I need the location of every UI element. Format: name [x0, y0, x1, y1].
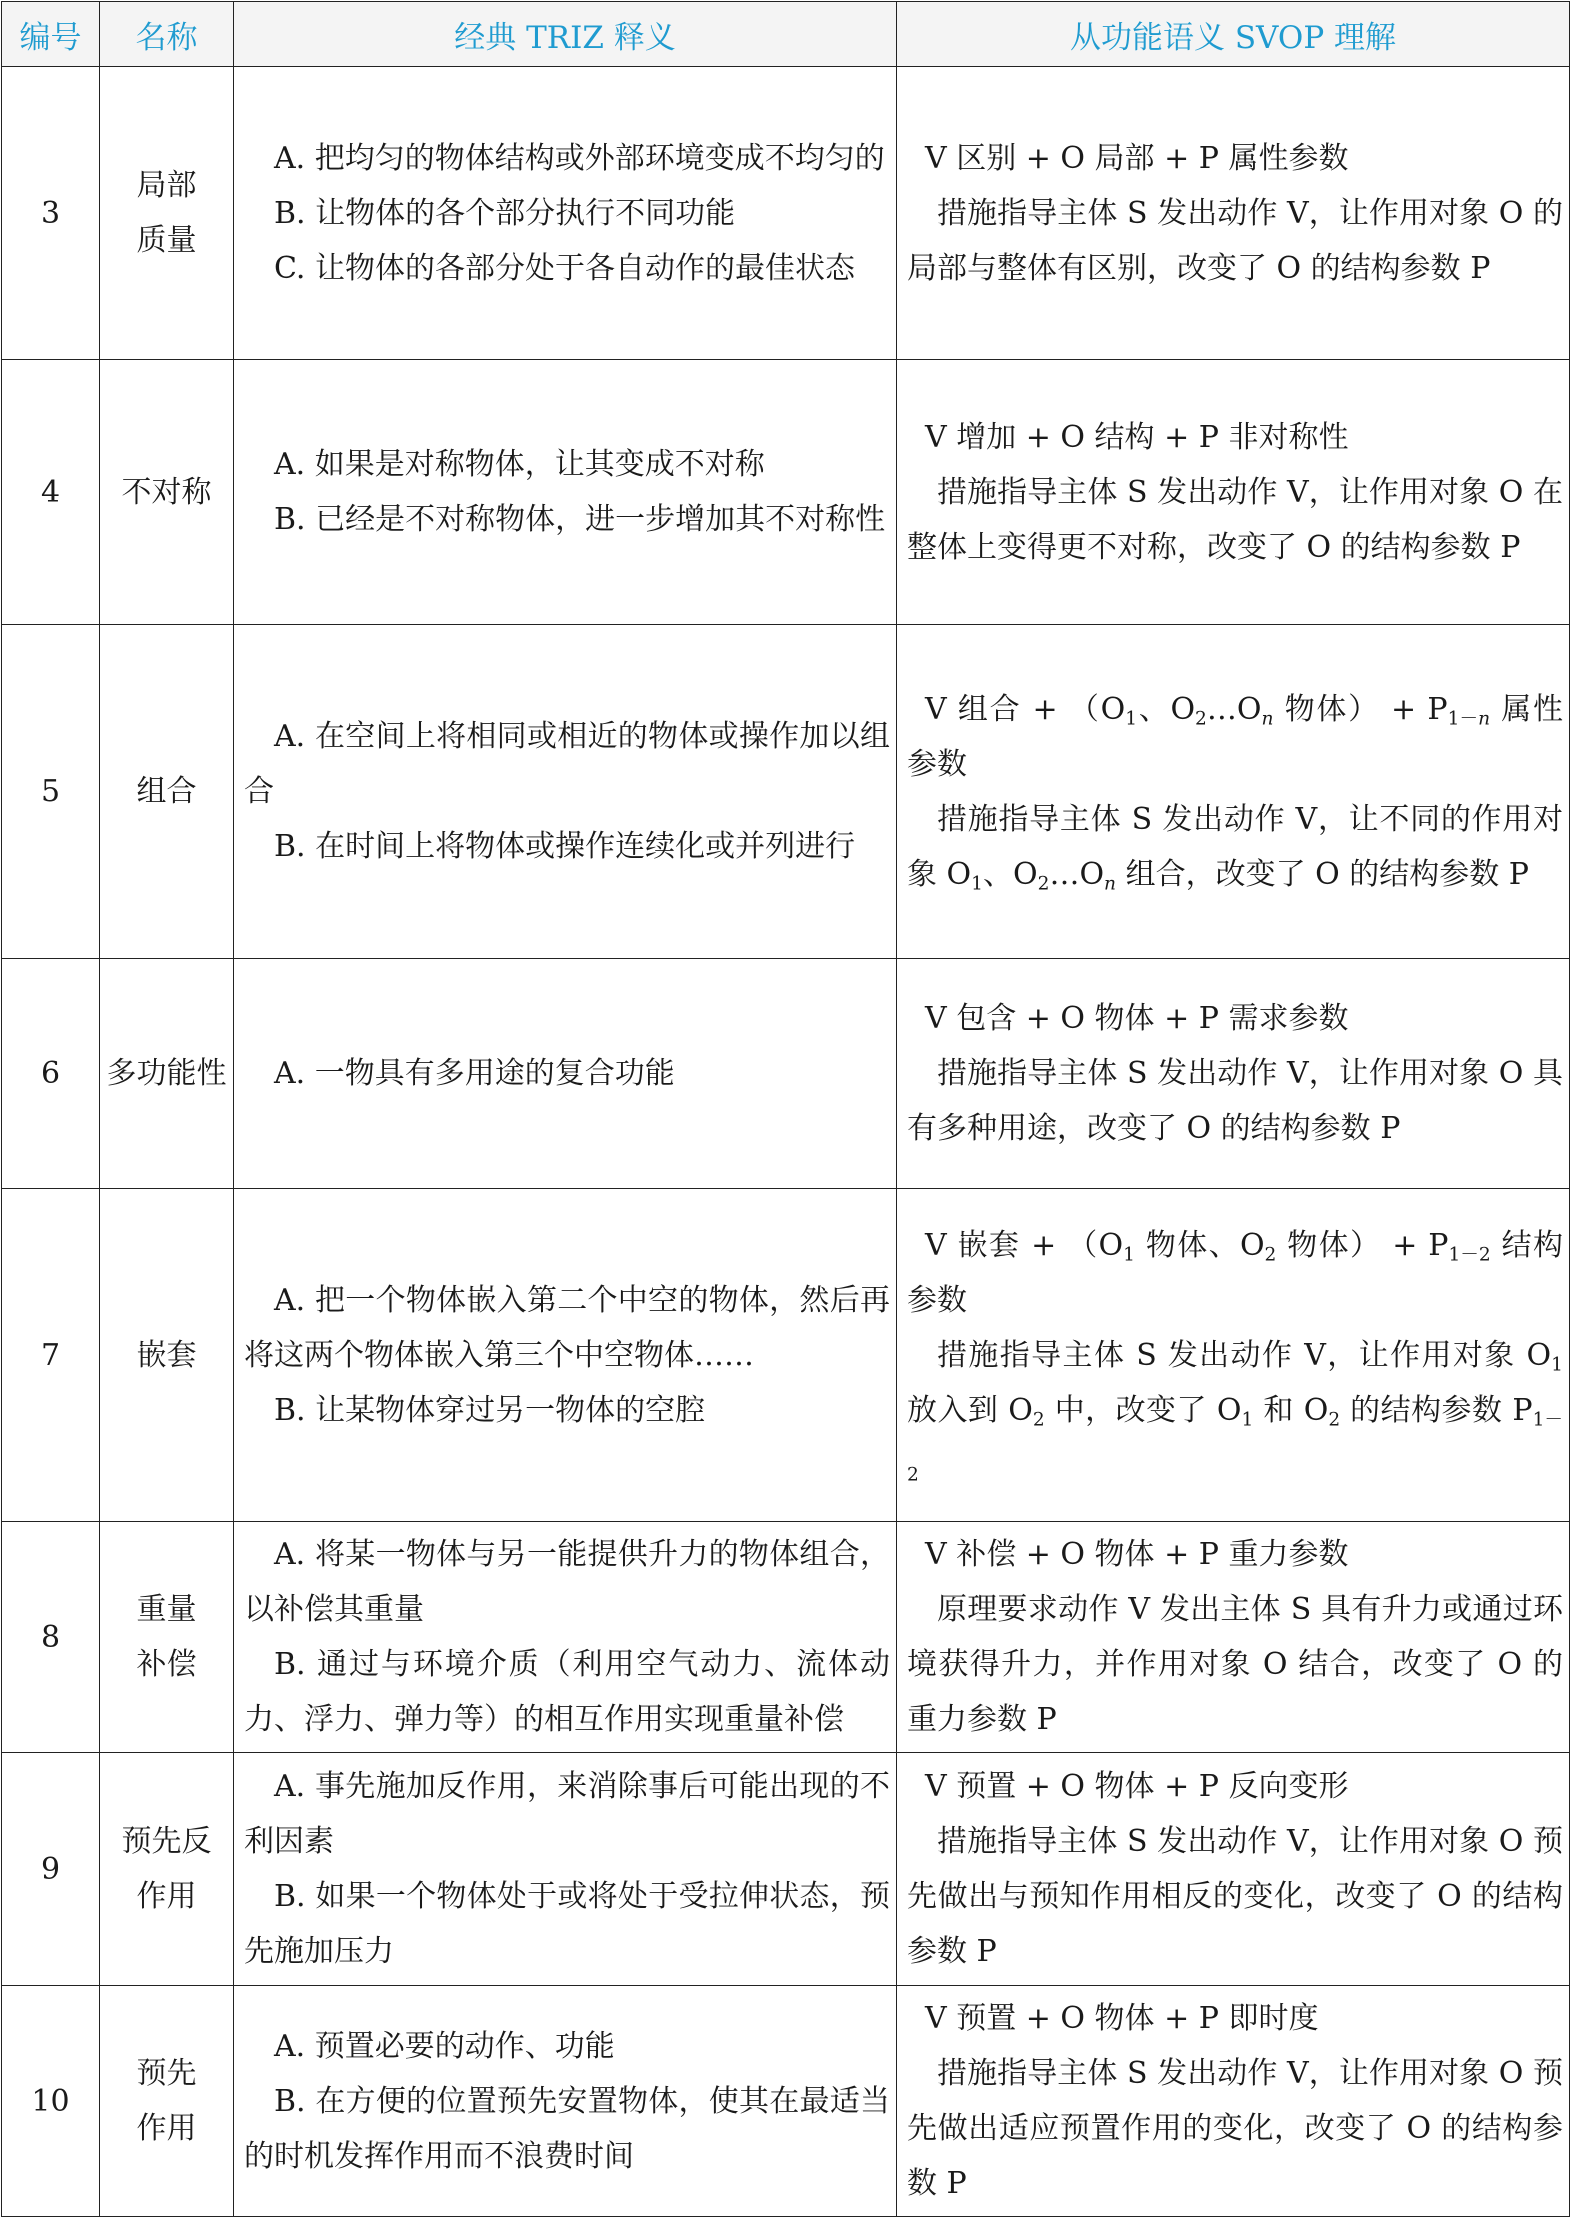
classic-item: B. 已经是不对称物体，进一步增加其不对称性 [274, 502, 886, 537]
classic-item: B. 在时间上将物体或操作连续化或并列进行 [274, 829, 856, 864]
row-classic-triz [234, 67, 897, 360]
svop-formula: V 补偿 + O 物体 + P 重力参数 [925, 1537, 1349, 1572]
table-row [2, 1189, 1570, 1522]
row-classic-triz [234, 1986, 897, 2217]
svop-explanation: 措施指导主体 S 发出动作 V，让作用对象 O 具有多种用途，改变了 O 的结构参数 P [907, 1056, 1563, 1146]
row-classic-triz [234, 360, 897, 625]
row-name-line: 不对称 [121, 474, 212, 510]
svop-explanation: 措施指导主体 S 发出动作 V，让作用对象 $O_1$ 放入到 $O_2$ 中，改变了 $O_1$ 和 $O_2$ 的结构参数 $P_{1-2}$ [907, 1337, 1563, 1486]
table-row [2, 1753, 1570, 1986]
row-name-line: 质量 [136, 223, 197, 258]
classic-item: B. 在方便的位置预先安置物体，使其在最适当的时机发挥作用而不浪费时间 [244, 2083, 890, 2174]
row-number: 9 [2, 1753, 100, 1986]
row-number: 5 [2, 625, 100, 959]
row-name-line: 嵌套 [136, 1337, 197, 1373]
classic-item: A. 如果是对称物体，让其变成不对称 [274, 447, 765, 482]
row-name-line: 局部 [136, 168, 197, 203]
svop-formula: V 预置 + O 物体 + P 反向变形 [925, 1769, 1349, 1804]
row-name [100, 67, 234, 360]
classic-item: A. 事先施加反作用，来消除事后可能出现的不利因素 [244, 1769, 890, 1859]
svop-explanation: 措施指导主体 S 发出动作 V，让作用对象 O 预先做出与预知作用相反的变化，改变了 O 的结构参数 P [907, 1824, 1563, 1969]
table-header-row [2, 2, 1570, 67]
svop-formula: V 增加 + O 结构 + P 非对称性 [925, 419, 1349, 455]
row-name [100, 360, 234, 625]
row-number: 10 [2, 1986, 100, 2217]
svop-explanation: 措施指导主体 S 发出动作 V，让作用对象 O 在整体上变得更不对称，改变了 O 的结构参数 P [907, 474, 1563, 565]
row-svop [897, 1189, 1570, 1522]
row-name-line: 预先 [136, 2056, 197, 2091]
classic-item: A. 把均匀的物体结构或外部环境变成不均匀的 [274, 140, 885, 176]
row-name-line: 组合 [136, 774, 197, 809]
row-name [100, 1753, 234, 1986]
classic-item: B. 通过与环境介质（利用空气动力、流体动力、浮力、弹力等）的相互作用实现重量补偿 [244, 1647, 890, 1737]
row-classic-triz [234, 1753, 897, 1986]
classic-item: A. 预置必要的动作、功能 [274, 2028, 615, 2064]
svop-formula: V 嵌套 + （$O_1$ 物体、$O_2$ 物体） + $P_{1-2}$ 结构参数 [907, 1227, 1563, 1318]
row-svop [897, 1522, 1570, 1753]
header-classic-triz: 经典 TRIZ 释义 [234, 2, 897, 67]
triz-principles-table [1, 1, 1570, 2217]
row-name [100, 1189, 234, 1522]
row-number: 7 [2, 1189, 100, 1522]
row-number: 6 [2, 959, 100, 1189]
svop-explanation: 措施指导主体 S 发出动作 V，让作用对象 O 预先做出适应预置作用的变化，改变了 O 的结构参数 P [907, 2056, 1563, 2201]
svop-formula: V 包含 + O 物体 + P 需求参数 [925, 1001, 1349, 1036]
svop-formula: V 区别 + O 局部 + P 属性参数 [925, 140, 1349, 176]
row-classic-triz [234, 1522, 897, 1753]
classic-item: A. 将某一物体与另一能提供升力的物体组合，以补偿其重量 [244, 1537, 890, 1627]
svop-formula: V 组合 + （$O_1$、$O_2\dots O_n$ 物体） + $P_{1-n}$ 属性参数 [907, 691, 1563, 782]
classic-item: B. 让某物体穿过另一物体的空腔 [274, 1392, 706, 1428]
classic-item: A. 一物具有多用途的复合功能 [274, 1056, 675, 1091]
row-name [100, 625, 234, 959]
row-name-line: 作用 [136, 2111, 197, 2146]
row-classic-triz [234, 625, 897, 959]
row-svop [897, 1753, 1570, 1986]
classic-item: B. 如果一个物体处于或将处于受拉伸状态，预先施加压力 [244, 1879, 890, 1969]
table-row [2, 625, 1570, 959]
table-row [2, 959, 1570, 1189]
classic-item: C. 让物体的各部分处于各自动作的最佳状态 [274, 250, 855, 286]
row-classic-triz [234, 959, 897, 1189]
table-body [2, 67, 1570, 2217]
row-name [100, 959, 234, 1189]
row-name-line: 作用 [136, 1879, 197, 1914]
table-row [2, 67, 1570, 360]
classic-item: A. 把一个物体嵌入第二个中空的物体，然后再将这两个物体嵌入第三个中空物体…… [244, 1282, 890, 1373]
header-name: 名称 [100, 2, 234, 67]
row-name [100, 1986, 234, 2217]
header-svop: 从功能语义 SVOP 理解 [897, 2, 1570, 67]
row-svop [897, 959, 1570, 1189]
row-svop [897, 360, 1570, 625]
row-number: 4 [2, 360, 100, 625]
row-name [100, 1522, 234, 1753]
svop-explanation: 措施指导主体 S 发出动作 V，让作用对象 O 的局部与整体有区别，改变了 O 的结构参数 P [907, 195, 1563, 286]
classic-item: B. 让物体的各个部分执行不同功能 [274, 195, 736, 231]
classic-item: A. 在空间上将相同或相近的物体或操作加以组合 [244, 719, 890, 809]
row-number: 8 [2, 1522, 100, 1753]
svop-explanation: 措施指导主体 S 发出动作 V，让不同的作用对象 $O_1$、$O_2\dots O_n$ 组合，改变了 O 的结构参数 P [907, 801, 1563, 895]
row-svop [897, 1986, 1570, 2217]
row-name-line: 补偿 [136, 1647, 197, 1682]
row-name-line: 重量 [136, 1592, 197, 1627]
table-row [2, 1986, 1570, 2217]
row-svop [897, 67, 1570, 360]
row-svop [897, 625, 1570, 959]
svop-formula: V 预置 + O 物体 + P 即时度 [925, 2001, 1319, 2036]
header-number: 编号 [2, 2, 100, 67]
svop-explanation: 原理要求动作 V 发出主体 S 具有升力或通过环境获得升力，并作用对象 O 结合，改变了 O 的重力参数 P [907, 1592, 1563, 1737]
row-name-line: 预先反 [121, 1824, 212, 1859]
row-classic-triz [234, 1189, 897, 1522]
table-row [2, 360, 1570, 625]
table-row [2, 1522, 1570, 1753]
row-number: 3 [2, 67, 100, 360]
row-name-line: 多功能性 [106, 1056, 227, 1091]
